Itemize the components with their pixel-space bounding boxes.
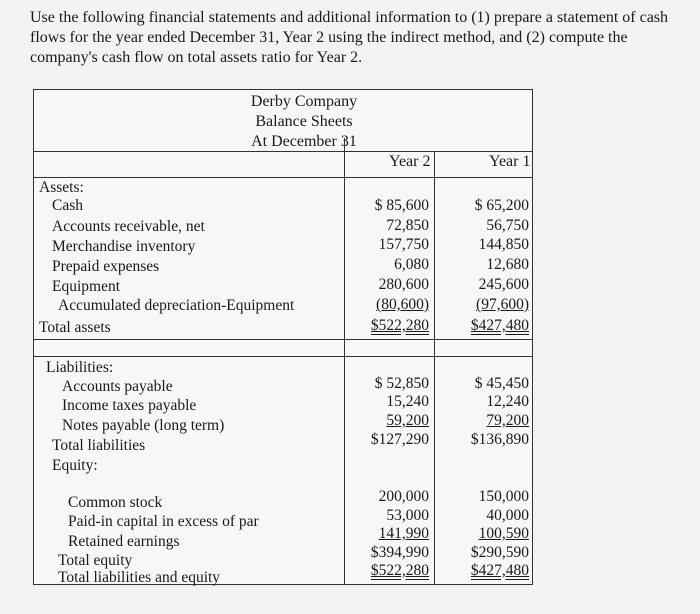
equity-paid-in-year-2: 53,000 — [386, 507, 429, 524]
asset-accum-dep-year-2: (80,600) — [376, 296, 429, 313]
asset-prepaid-year-2: 6,080 — [394, 256, 429, 273]
year-column-divider — [434, 151, 435, 584]
total-liabilities-year-2: $127,290 — [370, 431, 429, 448]
instructions-text: Use the following financial statements and additional information to (1) prepare a statement of cash flows for the year ended December 31, Year 2 using the indirect method, and (2) compute the company's cash flow on total assets ratio for Year 2. — [30, 9, 669, 66]
liability-label-accounts-payable: Accounts payable — [62, 378, 173, 395]
equity-label-total-equity: Total equity — [58, 552, 133, 569]
header-divider — [34, 151, 532, 152]
total-liab-equity-year-2: $522,280 — [370, 562, 429, 579]
equity-common-year-2: 200,000 — [378, 488, 429, 505]
asset-ar-year-1: 56,750 — [486, 217, 529, 234]
liability-label-income-taxes: Income taxes payable — [62, 397, 197, 414]
asset-cash-year-1: $ 65,200 — [474, 197, 529, 214]
statement-title: Balance Sheets — [255, 113, 353, 130]
asset-ar-year-2: 72,850 — [386, 217, 429, 234]
liability-taxes-year-1: 12,240 — [486, 393, 529, 410]
liability-ap-year-2: $ 52,850 — [374, 375, 429, 392]
total-assets-year-1: $427,480 — [470, 317, 529, 334]
liability-label-notes-payable: Notes payable (long term) — [62, 417, 225, 434]
asset-label-inventory: Merchandise inventory — [52, 238, 196, 255]
equity-label-common-stock: Common stock — [68, 494, 163, 511]
balance-sheet-table — [33, 89, 533, 585]
total-assets-year-2: $522,280 — [370, 317, 429, 334]
total-liab-equity-year-1: $427,480 — [470, 562, 529, 579]
liability-label-total: Total liabilities — [52, 437, 146, 454]
total-equity-year-1: $290,590 — [470, 544, 529, 561]
asset-label-accounts-receivable: Accounts receivable, net — [52, 218, 205, 235]
equity-label-total-liab-equity: Total liabilities and equity — [58, 569, 221, 586]
company-name: Derby Company — [250, 93, 358, 110]
table-header — [224, 92, 384, 152]
asset-label-total-assets: Total assets — [39, 319, 111, 336]
equity-label-paid-in-capital: Paid-in capital in excess of par — [68, 513, 259, 530]
liabilities-heading: Liabilities: — [46, 359, 114, 376]
equity-retained-year-1: 100,590 — [478, 525, 529, 542]
equity-retained-year-2: 141,990 — [378, 525, 429, 542]
asset-label-cash: Cash — [52, 197, 83, 214]
liability-notes-year-1: 79,200 — [486, 412, 529, 429]
asset-equipment-year-2: 280,600 — [378, 276, 429, 293]
statement-date: At December 31 — [251, 133, 357, 150]
asset-label-equipment: Equipment — [52, 278, 121, 295]
liability-notes-year-2: 59,200 — [386, 412, 429, 429]
column-header-divider — [34, 177, 532, 178]
asset-accum-dep-year-1: (97,600) — [476, 296, 529, 313]
asset-label-accum-depreciation: Accumulated depreciation-Equipment — [58, 297, 295, 314]
asset-inventory-year-1: 144,850 — [478, 236, 529, 253]
equity-label-retained-earnings: Retained earnings — [68, 533, 180, 550]
section-divider — [34, 356, 532, 357]
liability-ap-year-1: $ 45,450 — [474, 375, 529, 392]
total-liabilities-year-1: $136,890 — [470, 431, 529, 448]
asset-label-prepaid: Prepaid expenses — [52, 258, 160, 275]
equity-paid-in-year-1: 40,000 — [486, 507, 529, 524]
liability-taxes-year-2: 15,240 — [386, 393, 429, 410]
asset-equipment-year-1: 245,600 — [478, 276, 529, 293]
asset-cash-year-2: $ 85,600 — [374, 197, 429, 214]
asset-prepaid-year-1: 12,680 — [486, 256, 529, 273]
asset-inventory-year-2: 157,750 — [378, 236, 429, 253]
equity-common-year-1: 150,000 — [478, 488, 529, 505]
assets-heading: Assets: — [39, 179, 84, 196]
column-header-year-1: Year 1 — [489, 153, 531, 170]
total-equity-year-2: $394,990 — [370, 544, 429, 561]
column-header-year-2: Year 2 — [389, 153, 431, 170]
section-divider — [34, 339, 532, 340]
equity-heading: Equity: — [52, 457, 98, 474]
label-column-divider — [344, 138, 345, 584]
